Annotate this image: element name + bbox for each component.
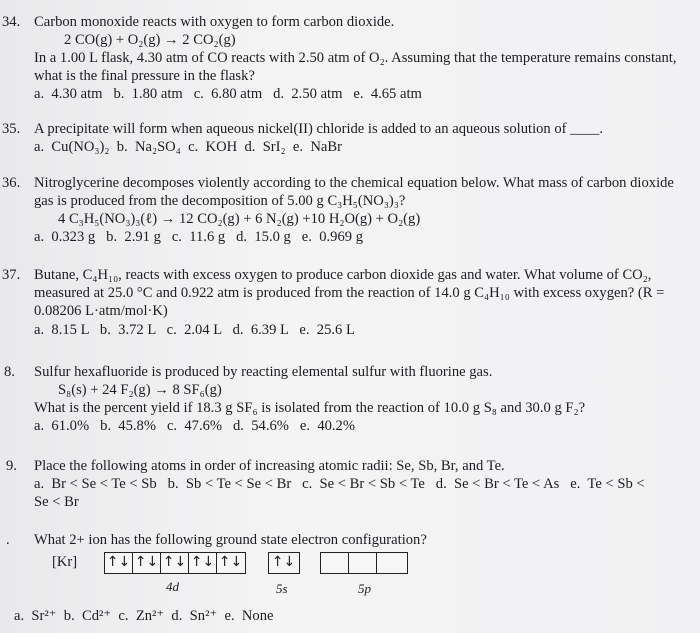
orbital-label-5p: 5p	[358, 581, 371, 596]
orbital-box-5s	[268, 552, 300, 574]
question-40	[0, 532, 690, 632]
orbital-box-5p	[320, 552, 408, 574]
question-text: gas is produced from the decomposition of 5.00 g C₃H₅(NO₃)₃?	[34, 193, 406, 209]
orbital-label-4d: 4d	[166, 579, 179, 594]
orbital-cell: ↑↓	[218, 554, 243, 570]
answer-choices: a. 4.30 atm b. 1.80 atm c. 6.80 atm d. 2.50 atm e. 4.65 atm	[34, 86, 422, 102]
answer-choices: a. Cu(NO₃)₂ b. Na₂SO₄ c. KOH d. SrI₂ e. NaBr	[34, 139, 342, 155]
answer-choices: a. 0.323 g b. 2.91 g c. 11.6 g d. 15.0 g e. 0.969 g	[34, 229, 364, 245]
orbital-cell	[321, 553, 349, 573]
question-text: measured at 25.0 °C and 0.922 atm is produced from the reaction of 14.0 g C₄H₁₀ with excess oxygen? (R =	[34, 285, 665, 301]
question-text: In a 1.00 L flask, 4.30 atm of CO reacts with 2.50 atm of O₂. Assuming that the temperature remains constant,	[34, 50, 677, 66]
orbital-box-4d	[104, 552, 246, 574]
question-number: .	[6, 532, 10, 548]
question-stem: A precipitate will form when aqueous nickel(II) chloride is added to an aqueous solution of ____.	[34, 121, 604, 137]
orbital-cell: ↑↓	[189, 553, 217, 573]
question-number: 36.	[2, 175, 21, 191]
answer-choices-continued: Se < Br	[34, 494, 79, 510]
question-text: What is the percent yield if 18.3 g SF₆ is isolated from the reaction of 10.0 g S₈ and 30.0 g F₂?	[34, 400, 586, 416]
answer-choices: a. Sr²⁺ b. Cd²⁺ c. Zn²⁺ d. Sn²⁺ e. None	[14, 608, 274, 624]
orbital-cell: ↑↓	[105, 553, 133, 573]
orbital-cell: ↑↓	[271, 554, 296, 570]
question-stem: Butane, C₄H₁₀, reacts with excess oxygen to produce carbon dioxide gas and water. What volume of CO₂,	[34, 267, 652, 283]
orbital-cell: ↑↓	[133, 553, 161, 573]
orbital-cell	[377, 553, 406, 573]
chemical-equation: S₈(s) + 24 F₂(g) → 8 SF₆(g)	[58, 382, 222, 398]
question-stem: Nitroglycerine decomposes violently according to the chemical equation below. What mass of carbon dioxide	[34, 175, 674, 191]
question-number: 8.	[4, 364, 15, 380]
question-number: 9.	[6, 458, 17, 474]
question-number: 37.	[2, 267, 21, 283]
question-stem: Sulfur hexafluoride is produced by reacting elemental sulfur with fluorine gas.	[34, 364, 493, 380]
orbital-cell: ↑↓	[161, 553, 189, 573]
chemical-equation: 2 CO(g) + O₂(g) → 2 CO₂(g)	[64, 32, 236, 48]
question-stem: Carbon monoxide reacts with oxygen to form carbon dioxide.	[34, 14, 395, 30]
question-text: 0.08206 L·atm/mol·K)	[34, 303, 168, 319]
answer-choices: a. 61.0% b. 45.8% c. 47.6% d. 54.6% e. 40.2%	[34, 418, 356, 434]
orbital-label-5s: 5s	[276, 581, 288, 596]
question-number: 35.	[2, 121, 21, 137]
question-text: what is the final pressure in the flask?	[34, 68, 255, 84]
answer-choices: a. Br < Se < Te < Sb b. Sb < Te < Se < Br c. Se < Br < Sb < Te d. Se < Br < Te < As e. Te < Sb <	[34, 476, 645, 492]
core-configuration: [Kr]	[52, 554, 78, 570]
answer-choices: a. 8.15 L b. 3.72 L c. 2.04 L d. 6.39 L e. 25.6 L	[34, 322, 355, 338]
question-stem: What 2+ ion has the following ground state electron configuration?	[34, 532, 427, 548]
question-number: 34.	[2, 14, 21, 30]
orbital-cell	[349, 553, 377, 573]
chemical-equation: 4 C₃H₅(NO₃)₃(ℓ) → 12 CO₂(g) + 6 N₂(g) +10 H₂O(g) + O₂(g)	[58, 211, 421, 227]
question-stem: Place the following atoms in order of increasing atomic radii: Se, Sb, Br, and Te.	[34, 458, 505, 474]
